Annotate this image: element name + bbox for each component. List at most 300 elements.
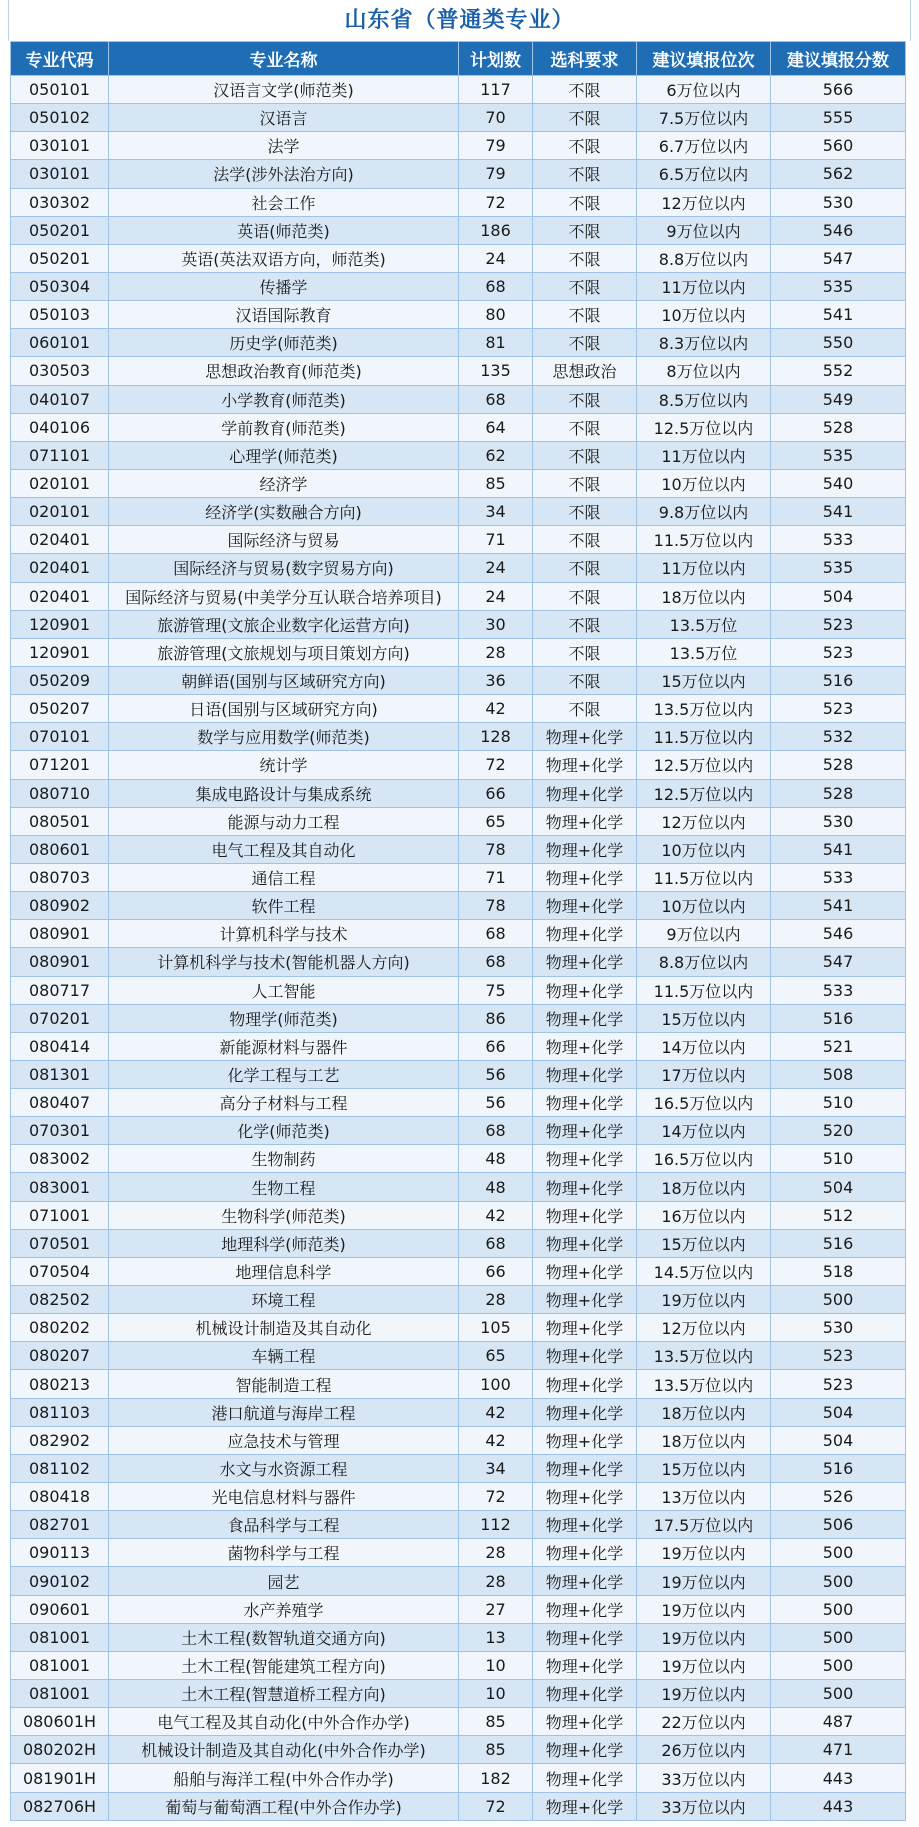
- subject-requirement-cell: 不限: [533, 385, 637, 413]
- suggested-rank-cell: 13.5万位: [637, 638, 771, 666]
- plan-count-cell: 78: [459, 892, 533, 920]
- suggested-rank-cell: 13.5万位以内: [637, 1370, 771, 1398]
- suggested-rank-cell: 14万位以内: [637, 1117, 771, 1145]
- suggested-rank-cell: 17万位以内: [637, 1060, 771, 1088]
- plan-count-cell: 70: [459, 104, 533, 132]
- suggested-rank-cell: 33万位以内: [637, 1764, 771, 1792]
- suggested-rank-cell: 18万位以内: [637, 1173, 771, 1201]
- suggested-rank-cell: 8.3万位以内: [637, 329, 771, 357]
- table-row: [11, 1651, 906, 1679]
- table-row: [11, 666, 906, 694]
- suggested-score-cell: 552: [771, 357, 906, 385]
- major-name-cell: 环境工程: [109, 1286, 459, 1314]
- major-code-cell: 030101: [11, 160, 109, 188]
- major-name-cell: 土木工程(智能建筑工程方向): [109, 1651, 459, 1679]
- plan-count-cell: 182: [459, 1764, 533, 1792]
- table-row: [11, 554, 906, 582]
- major-name-cell: 数学与应用数学(师范类): [109, 723, 459, 751]
- table-header: [11, 42, 906, 76]
- suggested-rank-cell: 18万位以内: [637, 1398, 771, 1426]
- major-name-cell: 港口航道与海岸工程: [109, 1398, 459, 1426]
- major-code-cell: 080901: [11, 948, 109, 976]
- plan-count-cell: 85: [459, 1708, 533, 1736]
- table-row: [11, 1060, 906, 1088]
- suggested-rank-cell: 8.5万位以内: [637, 385, 771, 413]
- suggested-score-cell: 547: [771, 244, 906, 272]
- suggested-rank-cell: 8.8万位以内: [637, 244, 771, 272]
- suggested-rank-cell: 13.5万位以内: [637, 695, 771, 723]
- plan-count-cell: 128: [459, 723, 533, 751]
- suggested-score-cell: 541: [771, 835, 906, 863]
- major-name-cell: 日语(国别与区域研究方向): [109, 695, 459, 723]
- plan-count-cell: 117: [459, 76, 533, 104]
- subject-requirement-cell: 物理+化学: [533, 1539, 637, 1567]
- suggested-score-cell: 516: [771, 1454, 906, 1482]
- suggested-rank-cell: 14万位以内: [637, 1032, 771, 1060]
- major-name-cell: 应急技术与管理: [109, 1426, 459, 1454]
- plan-count-cell: 68: [459, 385, 533, 413]
- major-code-cell: 120901: [11, 638, 109, 666]
- major-code-cell: 080202: [11, 1314, 109, 1342]
- major-name-cell: 经济学: [109, 469, 459, 497]
- major-code-cell: 080207: [11, 1342, 109, 1370]
- table-row: [11, 104, 906, 132]
- plan-count-cell: 71: [459, 526, 533, 554]
- major-name-cell: 历史学(师范类): [109, 329, 459, 357]
- subject-requirement-cell: 物理+化学: [533, 1004, 637, 1032]
- major-code-cell: 081001: [11, 1680, 109, 1708]
- suggested-rank-cell: 19万位以内: [637, 1623, 771, 1651]
- major-code-cell: 090102: [11, 1567, 109, 1595]
- plan-count-cell: 28: [459, 1567, 533, 1595]
- suggested-score-cell: 530: [771, 807, 906, 835]
- major-code-cell: 071201: [11, 751, 109, 779]
- major-code-cell: 080902: [11, 892, 109, 920]
- table-row: [11, 526, 906, 554]
- plan-count-cell: 13: [459, 1623, 533, 1651]
- subject-requirement-cell: 物理+化学: [533, 1511, 637, 1539]
- major-code-cell: 080710: [11, 779, 109, 807]
- major-name-cell: 计算机科学与技术(智能机器人方向): [109, 948, 459, 976]
- major-name-cell: 英语(英法双语方向，师范类): [109, 244, 459, 272]
- major-name-cell: 汉语言文学(师范类): [109, 76, 459, 104]
- table-row: [11, 920, 906, 948]
- suggested-score-cell: 555: [771, 104, 906, 132]
- subject-requirement-cell: 不限: [533, 216, 637, 244]
- table-row: [11, 1314, 906, 1342]
- header-major-name: 专业名称: [109, 42, 459, 76]
- major-code-cell: 080717: [11, 976, 109, 1004]
- plan-count-cell: 28: [459, 1539, 533, 1567]
- header-subject-requirement: 选科要求: [533, 42, 637, 76]
- major-code-cell: 120901: [11, 610, 109, 638]
- subject-requirement-cell: 物理+化学: [533, 976, 637, 1004]
- table-row: [11, 498, 906, 526]
- subject-requirement-cell: 不限: [533, 582, 637, 610]
- subject-requirement-cell: 不限: [533, 244, 637, 272]
- suggested-rank-cell: 10万位以内: [637, 892, 771, 920]
- subject-requirement-cell: 物理+化学: [533, 1680, 637, 1708]
- suggested-score-cell: 550: [771, 329, 906, 357]
- table-row: [11, 1257, 906, 1285]
- major-code-cell: 082502: [11, 1286, 109, 1314]
- major-name-cell: 旅游管理(文旅规划与项目策划方向): [109, 638, 459, 666]
- plan-count-cell: 100: [459, 1370, 533, 1398]
- major-code-cell: 071001: [11, 1201, 109, 1229]
- major-name-cell: 汉语国际教育: [109, 301, 459, 329]
- plan-count-cell: 66: [459, 1257, 533, 1285]
- suggested-score-cell: 500: [771, 1623, 906, 1651]
- major-code-cell: 080601: [11, 835, 109, 863]
- major-code-cell: 050209: [11, 666, 109, 694]
- suggested-score-cell: 530: [771, 188, 906, 216]
- suggested-score-cell: 521: [771, 1032, 906, 1060]
- plan-count-cell: 30: [459, 610, 533, 638]
- suggested-score-cell: 510: [771, 1145, 906, 1173]
- table-row: [11, 1145, 906, 1173]
- major-name-cell: 传播学: [109, 272, 459, 300]
- suggested-score-cell: 546: [771, 216, 906, 244]
- suggested-score-cell: 528: [771, 413, 906, 441]
- major-name-cell: 葡萄与葡萄酒工程(中外合作办学): [109, 1792, 459, 1820]
- plan-count-cell: 75: [459, 976, 533, 1004]
- plan-count-cell: 135: [459, 357, 533, 385]
- plan-count-cell: 72: [459, 1792, 533, 1820]
- suggested-score-cell: 546: [771, 920, 906, 948]
- suggested-score-cell: 487: [771, 1708, 906, 1736]
- suggested-score-cell: 504: [771, 582, 906, 610]
- subject-requirement-cell: 物理+化学: [533, 1145, 637, 1173]
- plan-count-cell: 71: [459, 863, 533, 891]
- suggested-score-cell: 523: [771, 695, 906, 723]
- page-title: 山东省（普通类专业）: [8, 0, 911, 41]
- subject-requirement-cell: 物理+化学: [533, 863, 637, 891]
- plan-count-cell: 66: [459, 779, 533, 807]
- suggested-rank-cell: 18万位以内: [637, 1426, 771, 1454]
- plan-count-cell: 66: [459, 1032, 533, 1060]
- table-row: [11, 610, 906, 638]
- major-name-cell: 车辆工程: [109, 1342, 459, 1370]
- plan-count-cell: 42: [459, 695, 533, 723]
- major-name-cell: 人工智能: [109, 976, 459, 1004]
- plan-count-cell: 10: [459, 1651, 533, 1679]
- plan-count-cell: 68: [459, 1117, 533, 1145]
- subject-requirement-cell: 不限: [533, 695, 637, 723]
- major-name-cell: 国际经济与贸易: [109, 526, 459, 554]
- major-name-cell: 英语(师范类): [109, 216, 459, 244]
- major-code-cell: 070504: [11, 1257, 109, 1285]
- table-row: [11, 1398, 906, 1426]
- suggested-rank-cell: 15万位以内: [637, 666, 771, 694]
- table-row: [11, 1173, 906, 1201]
- suggested-score-cell: 518: [771, 1257, 906, 1285]
- subject-requirement-cell: 不限: [533, 554, 637, 582]
- table-row: [11, 385, 906, 413]
- plan-count-cell: 64: [459, 413, 533, 441]
- suggested-rank-cell: 6万位以内: [637, 76, 771, 104]
- major-name-cell: 朝鲜语(国别与区域研究方向): [109, 666, 459, 694]
- subject-requirement-cell: 物理+化学: [533, 1398, 637, 1426]
- major-code-cell: 030302: [11, 188, 109, 216]
- major-name-cell: 电气工程及其自动化: [109, 835, 459, 863]
- major-code-cell: 050103: [11, 301, 109, 329]
- major-code-cell: 060101: [11, 329, 109, 357]
- major-name-cell: 通信工程: [109, 863, 459, 891]
- plan-count-cell: 79: [459, 160, 533, 188]
- plan-count-cell: 65: [459, 1342, 533, 1370]
- suggested-score-cell: 443: [771, 1792, 906, 1820]
- plan-count-cell: 68: [459, 1229, 533, 1257]
- plan-count-cell: 34: [459, 498, 533, 526]
- plan-count-cell: 81: [459, 329, 533, 357]
- suggested-rank-cell: 12.5万位以内: [637, 751, 771, 779]
- major-code-cell: 020401: [11, 582, 109, 610]
- table-row: [11, 892, 906, 920]
- suggested-rank-cell: 12万位以内: [637, 807, 771, 835]
- suggested-score-cell: 516: [771, 1004, 906, 1032]
- subject-requirement-cell: 物理+化学: [533, 1454, 637, 1482]
- major-code-cell: 050101: [11, 76, 109, 104]
- table-row: [11, 751, 906, 779]
- suggested-rank-cell: 13万位以内: [637, 1483, 771, 1511]
- subject-requirement-cell: 不限: [533, 76, 637, 104]
- subject-requirement-cell: 物理+化学: [533, 835, 637, 863]
- table-row: [11, 469, 906, 497]
- plan-count-cell: 42: [459, 1398, 533, 1426]
- major-code-cell: 090601: [11, 1595, 109, 1623]
- major-code-cell: 081001: [11, 1623, 109, 1651]
- table-row: [11, 779, 906, 807]
- table-row: [11, 1736, 906, 1764]
- plan-count-cell: 62: [459, 441, 533, 469]
- subject-requirement-cell: 物理+化学: [533, 1651, 637, 1679]
- table-row: [11, 1286, 906, 1314]
- major-code-cell: 080202H: [11, 1736, 109, 1764]
- subject-requirement-cell: 物理+化学: [533, 1032, 637, 1060]
- suggested-rank-cell: 11.5万位以内: [637, 976, 771, 1004]
- plan-count-cell: 72: [459, 188, 533, 216]
- table-row: [11, 948, 906, 976]
- suggested-rank-cell: 12.5万位以内: [637, 413, 771, 441]
- major-code-cell: 070501: [11, 1229, 109, 1257]
- suggested-rank-cell: 33万位以内: [637, 1792, 771, 1820]
- suggested-rank-cell: 13.5万位: [637, 610, 771, 638]
- subject-requirement-cell: 物理+化学: [533, 807, 637, 835]
- major-name-cell: 园艺: [109, 1567, 459, 1595]
- suggested-score-cell: 540: [771, 469, 906, 497]
- table-row: [11, 1342, 906, 1370]
- major-code-cell: 082706H: [11, 1792, 109, 1820]
- subject-requirement-cell: 物理+化学: [533, 1229, 637, 1257]
- table-row: [11, 1708, 906, 1736]
- suggested-score-cell: 510: [771, 1089, 906, 1117]
- major-code-cell: 030101: [11, 132, 109, 160]
- suggested-score-cell: 516: [771, 1229, 906, 1257]
- header-suggested-score: 建议填报分数: [771, 42, 906, 76]
- header-major-code: 专业代码: [11, 42, 109, 76]
- plan-count-cell: 65: [459, 807, 533, 835]
- major-code-cell: 082701: [11, 1511, 109, 1539]
- table-row: [11, 329, 906, 357]
- suggested-rank-cell: 12万位以内: [637, 1314, 771, 1342]
- subject-requirement-cell: 不限: [533, 329, 637, 357]
- table-row: [11, 1201, 906, 1229]
- table-row: [11, 582, 906, 610]
- subject-requirement-cell: 物理+化学: [533, 948, 637, 976]
- subject-requirement-cell: 不限: [533, 666, 637, 694]
- major-code-cell: 080703: [11, 863, 109, 891]
- subject-requirement-cell: 不限: [533, 301, 637, 329]
- major-code-cell: 030503: [11, 357, 109, 385]
- subject-requirement-cell: 不限: [533, 638, 637, 666]
- suggested-score-cell: 528: [771, 751, 906, 779]
- plan-count-cell: 85: [459, 469, 533, 497]
- suggested-score-cell: 520: [771, 1117, 906, 1145]
- subject-requirement-cell: 物理+化学: [533, 1089, 637, 1117]
- table-body: [11, 76, 906, 1821]
- table-row: [11, 1539, 906, 1567]
- subject-requirement-cell: 物理+化学: [533, 1342, 637, 1370]
- suggested-score-cell: 560: [771, 132, 906, 160]
- suggested-score-cell: 541: [771, 301, 906, 329]
- major-code-cell: 081103: [11, 1398, 109, 1426]
- subject-requirement-cell: 物理+化学: [533, 779, 637, 807]
- suggested-score-cell: 500: [771, 1539, 906, 1567]
- table-row: [11, 1595, 906, 1623]
- major-name-cell: 新能源材料与器件: [109, 1032, 459, 1060]
- major-name-cell: 经济学(实数融合方向): [109, 498, 459, 526]
- major-code-cell: 080414: [11, 1032, 109, 1060]
- major-name-cell: 地理科学(师范类): [109, 1229, 459, 1257]
- major-name-cell: 集成电路设计与集成系统: [109, 779, 459, 807]
- admission-table: [10, 41, 906, 1821]
- suggested-score-cell: 533: [771, 863, 906, 891]
- table-row: [11, 1680, 906, 1708]
- suggested-rank-cell: 22万位以内: [637, 1708, 771, 1736]
- major-code-cell: 081001: [11, 1651, 109, 1679]
- suggested-score-cell: 500: [771, 1286, 906, 1314]
- suggested-rank-cell: 19万位以内: [637, 1595, 771, 1623]
- major-name-cell: 小学教育(师范类): [109, 385, 459, 413]
- subject-requirement-cell: 不限: [533, 188, 637, 216]
- suggested-rank-cell: 12万位以内: [637, 188, 771, 216]
- major-name-cell: 智能制造工程: [109, 1370, 459, 1398]
- subject-requirement-cell: 物理+化学: [533, 1483, 637, 1511]
- major-code-cell: 050102: [11, 104, 109, 132]
- major-name-cell: 生物科学(师范类): [109, 1201, 459, 1229]
- table-row: [11, 723, 906, 751]
- suggested-rank-cell: 13.5万位以内: [637, 1342, 771, 1370]
- plan-count-cell: 28: [459, 638, 533, 666]
- subject-requirement-cell: 不限: [533, 526, 637, 554]
- suggested-score-cell: 533: [771, 526, 906, 554]
- plan-count-cell: 105: [459, 1314, 533, 1342]
- major-name-cell: 社会工作: [109, 188, 459, 216]
- major-name-cell: 汉语言: [109, 104, 459, 132]
- subject-requirement-cell: 物理+化学: [533, 1257, 637, 1285]
- table-row: [11, 301, 906, 329]
- suggested-score-cell: 530: [771, 1314, 906, 1342]
- suggested-score-cell: 504: [771, 1398, 906, 1426]
- major-code-cell: 071101: [11, 441, 109, 469]
- major-name-cell: 食品科学与工程: [109, 1511, 459, 1539]
- major-name-cell: 法学(涉外法治方向): [109, 160, 459, 188]
- major-name-cell: 法学: [109, 132, 459, 160]
- table-row: [11, 1483, 906, 1511]
- subject-requirement-cell: 物理+化学: [533, 920, 637, 948]
- subject-requirement-cell: 物理+化学: [533, 1623, 637, 1651]
- suggested-rank-cell: 19万位以内: [637, 1286, 771, 1314]
- suggested-rank-cell: 18万位以内: [637, 582, 771, 610]
- suggested-rank-cell: 19万位以内: [637, 1567, 771, 1595]
- major-code-cell: 070101: [11, 723, 109, 751]
- suggested-rank-cell: 9万位以内: [637, 920, 771, 948]
- major-code-cell: 070301: [11, 1117, 109, 1145]
- major-code-cell: 020101: [11, 469, 109, 497]
- major-name-cell: 心理学(师范类): [109, 441, 459, 469]
- table-row: [11, 272, 906, 300]
- plan-count-cell: 86: [459, 1004, 533, 1032]
- major-name-cell: 生物制药: [109, 1145, 459, 1173]
- table-row: [11, 76, 906, 104]
- plan-count-cell: 56: [459, 1089, 533, 1117]
- suggested-rank-cell: 11.5万位以内: [637, 526, 771, 554]
- suggested-score-cell: 535: [771, 554, 906, 582]
- table-row: [11, 695, 906, 723]
- suggested-rank-cell: 11万位以内: [637, 272, 771, 300]
- suggested-score-cell: 443: [771, 1764, 906, 1792]
- suggested-score-cell: 508: [771, 1060, 906, 1088]
- major-code-cell: 040106: [11, 413, 109, 441]
- plan-count-cell: 68: [459, 920, 533, 948]
- subject-requirement-cell: 物理+化学: [533, 1764, 637, 1792]
- major-name-cell: 土木工程(数智轨道交通方向): [109, 1623, 459, 1651]
- subject-requirement-cell: 物理+化学: [533, 1314, 637, 1342]
- suggested-rank-cell: 10万位以内: [637, 301, 771, 329]
- major-code-cell: 083001: [11, 1173, 109, 1201]
- table-row: [11, 835, 906, 863]
- table-row: [11, 1511, 906, 1539]
- suggested-score-cell: 541: [771, 892, 906, 920]
- suggested-score-cell: 512: [771, 1201, 906, 1229]
- major-code-cell: 081901H: [11, 1764, 109, 1792]
- major-code-cell: 080407: [11, 1089, 109, 1117]
- suggested-score-cell: 523: [771, 610, 906, 638]
- table-row: [11, 1623, 906, 1651]
- suggested-score-cell: 535: [771, 441, 906, 469]
- suggested-score-cell: 566: [771, 76, 906, 104]
- header-plan-count: 计划数: [459, 42, 533, 76]
- major-name-cell: 物理学(师范类): [109, 1004, 459, 1032]
- plan-count-cell: 186: [459, 216, 533, 244]
- table-row: [11, 1229, 906, 1257]
- plan-count-cell: 24: [459, 244, 533, 272]
- suggested-score-cell: 526: [771, 1483, 906, 1511]
- major-code-cell: 080501: [11, 807, 109, 835]
- major-code-cell: 050201: [11, 244, 109, 272]
- suggested-rank-cell: 9.8万位以内: [637, 498, 771, 526]
- suggested-score-cell: 523: [771, 638, 906, 666]
- major-name-cell: 船舶与海洋工程(中外合作办学): [109, 1764, 459, 1792]
- subject-requirement-cell: 物理+化学: [533, 892, 637, 920]
- suggested-score-cell: 549: [771, 385, 906, 413]
- plan-count-cell: 79: [459, 132, 533, 160]
- major-code-cell: 080418: [11, 1483, 109, 1511]
- major-name-cell: 生物工程: [109, 1173, 459, 1201]
- subject-requirement-cell: 物理+化学: [533, 1117, 637, 1145]
- suggested-score-cell: 500: [771, 1651, 906, 1679]
- plan-count-cell: 42: [459, 1201, 533, 1229]
